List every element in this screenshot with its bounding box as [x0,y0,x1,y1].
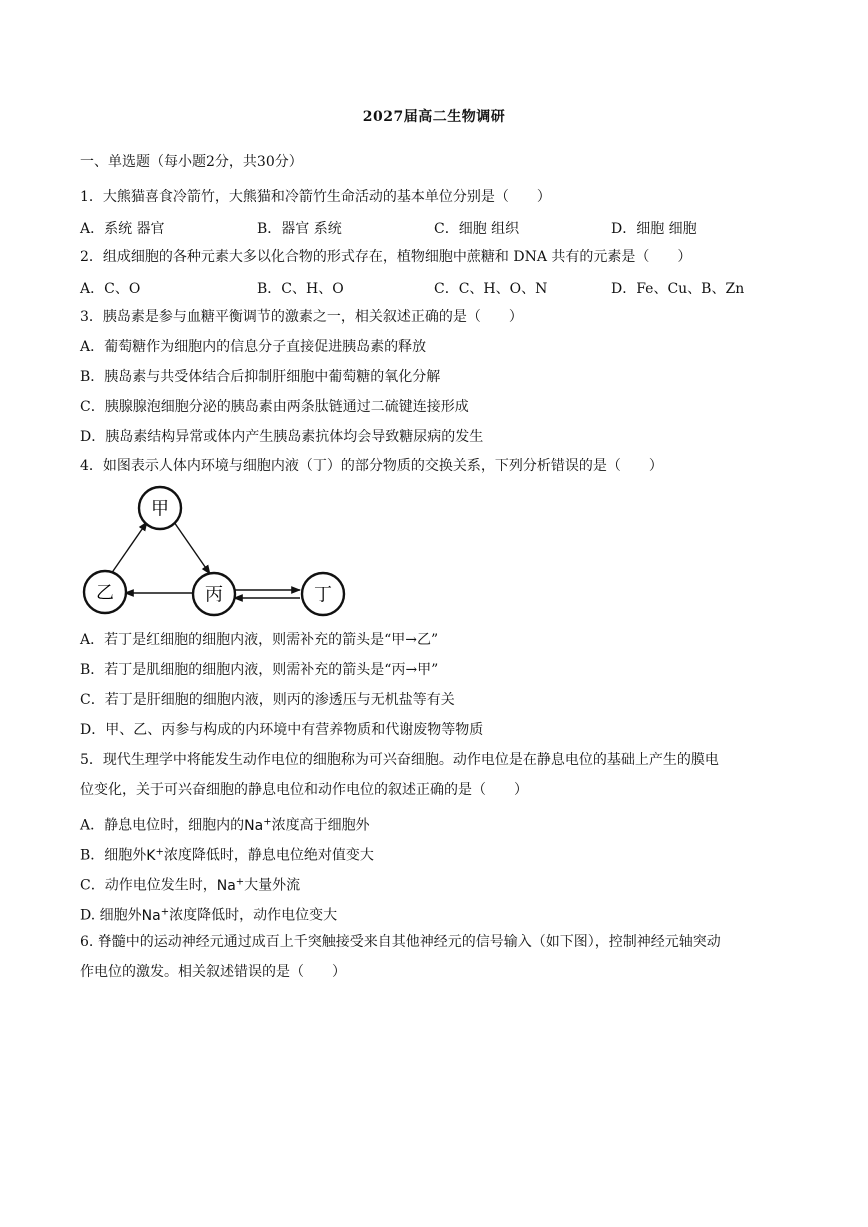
question-3-option-c: C．胰腺腺泡细胞分泌的胰岛素由两条肽链通过二硫键连接形成 [80,399,469,415]
question-5-option-d-prefix: D. 细胞外 [80,907,142,924]
question-5-option-a-prefix: A．静息电位时，细胞内的 [80,817,245,834]
question-5-option-b-prefix: B．细胞外 [80,847,147,864]
question-6-stem-line-2: 作电位的激发。相关叙述错误的是（ ） [80,964,346,980]
question-5-option-d-suffix: 浓度降低时，动作电位变大 [169,907,338,924]
ion-charge: + [160,906,170,917]
node-yi-label: 乙 [96,582,114,604]
arrow-yi-to-jia [111,522,147,574]
node-ding [302,573,344,615]
question-4-option-b: B．若丁是肌细胞的细胞内液，则需补充的箭头是“丙→甲” [80,662,439,678]
exchange-diagram [80,486,350,621]
question-3-option-b: B．胰岛素与共受体结合后抑制肝细胞中葡萄糖的氧化分解 [80,369,441,385]
question-3-option-d: D．胰岛素结构异常或体内产生胰岛素抗体均会导致糖尿病的发生 [80,429,484,445]
node-jia [139,487,181,529]
question-2-options [80,278,780,296]
question-4-option-d: D．甲、乙、丙参与构成的内环境中有营养物质和代谢废物等物质 [80,722,484,738]
question-4-stem: 4．如图表示人体内环境与细胞内液（丁）的部分物质的交换关系，下列分析错误的是（ ） [80,458,663,474]
question-5-option-d [80,903,337,925]
question-4-option-a: A．若丁是红细胞的细胞内液，则需补充的箭头是“甲→乙” [80,632,439,648]
potassium-ion [146,848,164,864]
sodium-ion [244,818,271,834]
question-2-option-a: A．C、O [80,281,141,297]
question-1-stem: 1．大熊猫喜食冷箭竹，大熊猫和冷箭竹生命活动的基本单位分别是（ ） [80,189,551,205]
sodium-ion-symbol: Na [141,907,161,924]
question-2-stem: 2．组成细胞的各种元素大多以化合物的形式存在，植物细胞中蔗糖和 DNA 共有的元素是（ ） [80,249,692,265]
question-5-stem-line-2: 位变化，关于可兴奋细胞的静息电位和动作电位的叙述正确的是（ ） [80,782,528,798]
question-5-option-c-suffix: 大量外流 [244,877,301,894]
section-heading: 一、单选题（每小题2分，共30分） [80,154,303,170]
page-title: 2027届高二生物调研 [362,109,506,125]
question-5-option-b [80,843,374,865]
sodium-ion-symbol: Na [216,877,236,894]
node-ding-label: 丁 [314,584,332,606]
ion-charge: + [263,816,272,827]
node-bing [193,573,235,615]
question-6-stem-line-1: 6. 脊髓中的运动神经元通过成百上千突触接受来自其他神经元的信号输入（如下图），控制神经元轴突动 [80,934,721,950]
question-1-option-b: B．器官 系统 [257,221,342,237]
question-3-option-a: A．葡萄糖作为细胞内的信息分子直接促进胰岛素的释放 [80,339,427,355]
node-bing-label: 丙 [205,584,223,606]
question-1-option-a: A．系统 器官 [80,221,165,237]
question-2-option-b: B．C、H、O [257,281,344,297]
question-1-options [80,218,780,236]
question-4-option-c: C．若丁是肝细胞的细胞内液，则丙的渗透压与无机盐等有关 [80,692,455,708]
sodium-ion-symbol: Na [244,817,264,834]
question-5-option-b-suffix: 浓度降低时，静息电位绝对值变大 [163,847,374,864]
question-2-option-c: C．C、H、O、N [434,281,548,297]
potassium-ion-symbol: K [146,847,156,864]
question-5-option-c [80,873,300,895]
node-jia-label: 甲 [151,498,169,520]
question-2-option-d: D．Fe、Cu、B、Zn [611,281,745,297]
arrow-jia-to-bing [174,522,210,574]
node-yi [84,571,126,613]
ion-charge: + [235,876,245,887]
ion-charge: + [155,846,164,857]
sodium-ion [217,878,244,894]
question-5-option-a [80,813,370,835]
question-5-option-c-prefix: C．动作电位发生时， [80,877,217,894]
question-5-stem-line-1: 5．现代生理学中将能发生动作电位的细胞称为可兴奋细胞。动作电位是在静息电位的基础上产生的膜电 [80,752,719,768]
question-5-option-a-suffix: 浓度高于细胞外 [271,817,370,834]
sodium-ion [142,908,169,924]
question-1-option-d: D．细胞 细胞 [611,221,697,237]
question-1-option-c: C．细胞 组织 [434,221,520,237]
question-3-stem: 3．胰岛素是参与血糖平衡调节的激素之一，相关叙述正确的是（ ） [80,309,523,325]
